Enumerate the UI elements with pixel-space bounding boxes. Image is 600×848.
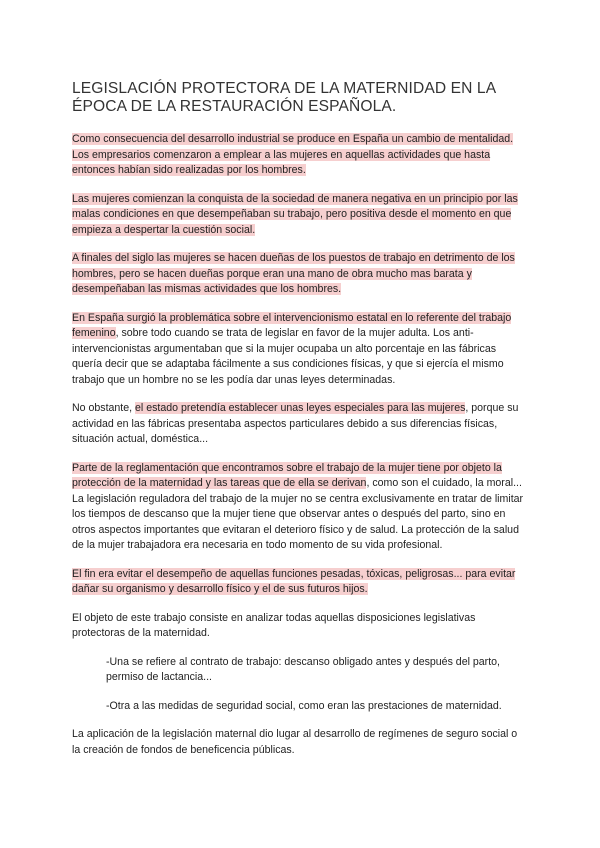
- highlight: En España surgió la problemática sobre el intervencionismo estatal en lo referente del trabajo femenino: [72, 311, 512, 339]
- document-title: LEGISLACIÓN PROTECTORA DE LA MATERNIDAD EN LA ÉPOCA DE LA RESTAURACIÓN ESPAÑOLA.: [72, 80, 496, 115]
- paragraph-text: , como son el cuidado, la moral... La legislación reguladora del trabajo de la mujer no se centra exclusivamente en tratar de limitar los tiempos de descanso que la mujer tiene que observar antes o después del parto, sino en otros aspectos importantes que evitaran el deterioro físico y de salud. La protección de la salud de la mujer trabajadora era necesaria en todo momento de su vida profesional.: [72, 477, 524, 551]
- paragraph-6: [72, 461, 527, 554]
- paragraph-7: [72, 567, 527, 598]
- highlight: El fin era evitar el desempeño de aquellas funciones pesadas, tóxicas, peligrosas... para evitar dañar su organismo y desarrollo físico y el de sus futuros hijos.: [72, 567, 516, 595]
- paragraph-1: [72, 132, 527, 179]
- highlight: Las mujeres comienzan la conquista de la sociedad de manera negativa en un principio por las malas condiciones en que desempeñaban su trabajo, pero positiva desde el momento en que empieza a despertar la cuestión social.: [72, 192, 518, 236]
- paragraph-3: [72, 251, 527, 298]
- highlight: A finales del siglo las mujeres se hacen dueñas de los puestos de trabajo en detrimento de los hombres, pero se hacen dueñas porque eran una mano de obra mucho mas barata y desempeñaban las mismas actividades que los hombres.: [72, 252, 515, 295]
- highlight: Como consecuencia del desarrollo industrial se produce en España un cambio de mentalidad. Los empresarios comenzaron a emplear a las mujeres en aquellas actividades que hasta entonces habían sido realizadas por los hombres.: [72, 133, 514, 176]
- paragraph-2: [72, 192, 527, 239]
- paragraph-4: [72, 311, 527, 389]
- paragraph-text: , sobre todo cuando se trata de legislar en favor de la mujer adulta. Los anti-intervencionistas argumentaban que si la mujer ocupaba un alto porcentaje en las fábricas quería decir que se adaptaba fácilmente a sus condiciones físicas, y que si ejercía el mismo trabajo que un hombre no se les podía dar unas leyes determinadas.: [72, 327, 504, 386]
- paragraph-text: , porque su actividad en las fábricas presentaba aspectos particulares debido a sus diferencias físicas, situación actual, doméstica...: [72, 402, 519, 445]
- highlight: el estado pretendía establecer unas leyes especiales para las mujeres: [135, 402, 466, 414]
- document-body: [72, 132, 527, 771]
- list-item-1: -Una se refiere al contrato de trabajo: descanso obligado antes y después del parto, permiso de lactancia...: [106, 655, 500, 683]
- paragraph-text: No obstante,: [72, 402, 136, 414]
- paragraph-5: [72, 401, 527, 448]
- paragraph-9: La aplicación de la legislación maternal dio lugar al desarrollo de regímenes de seguro social o la creación de fondos de beneficencia públicas.: [72, 728, 518, 756]
- paragraph-8: El objeto de este trabajo consiste en analizar todas aquellas disposiciones legislativas protectoras de la maternidad.: [72, 611, 476, 639]
- highlight: Parte de la reglamentación que encontramos sobre el trabajo de la mujer tiene por objeto la protección de la maternidad y las tareas que de ella se derivan: [72, 461, 502, 489]
- list-item-2: -Otra a las medidas de seguridad social, como eran las prestaciones de maternidad.: [106, 699, 502, 712]
